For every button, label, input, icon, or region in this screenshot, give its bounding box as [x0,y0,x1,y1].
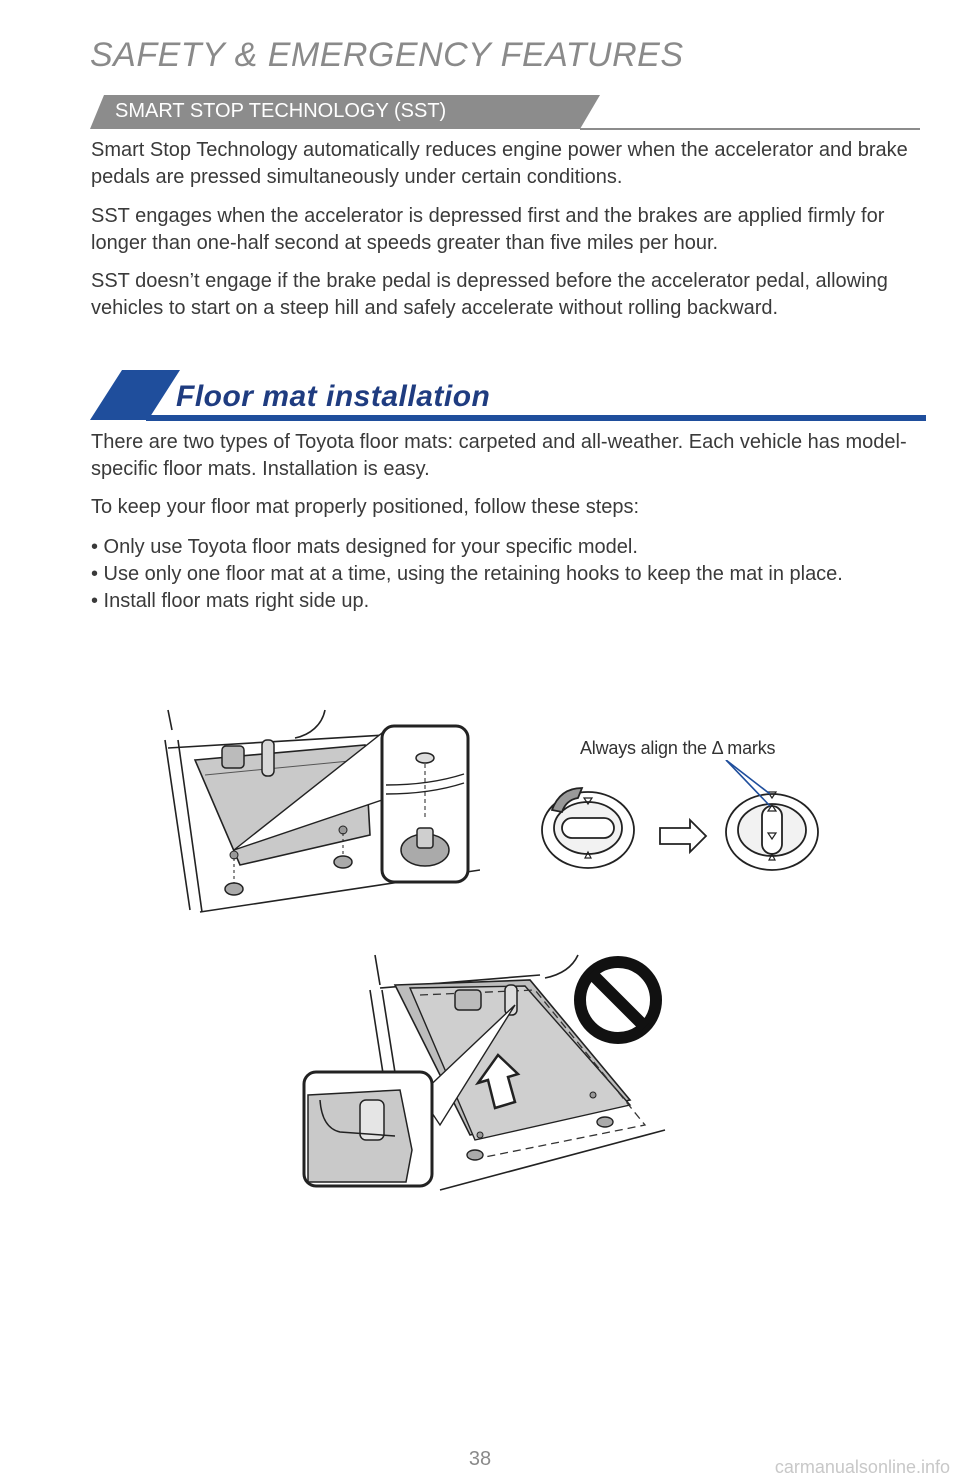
watermark: carmanualsonline.info [774,1457,950,1477]
align-marks-label: Always align the Δ marks [580,738,776,758]
floor-mat-section-banner [90,370,926,424]
sst-banner-label: SMART STOP TECHNOLOGY (SST) [115,100,447,122]
sst-section-banner [90,95,920,131]
sst-paragraph-1: Smart Stop Technology automatically reduces engine power when the accelerator and brake pedals are pressed simultaneously under certain conditions. [91,139,908,188]
page-number: 38 [468,1448,492,1470]
floor-mat-title: Floor mat installation [176,380,491,413]
sst-paragraph-2: SST engages when the accelerator is depressed first and the brakes are applied firmly for longer than one-half second at speeds greater than five miles per hour. [91,205,885,254]
align-marks-illustration [530,760,830,875]
floor-step-3: • Install floor mats right side up. [91,590,370,612]
floor-mat-hook-illustration [150,700,480,920]
incorrect-mat-illustration [300,950,670,1195]
page-title: SAFETY & EMERGENCY FEATURES [90,36,684,74]
floor-paragraph-2: To keep your floor mat properly positioned, follow these steps: [91,496,640,518]
floor-step-1: • Only use Toyota floor mats designed for your specific model. [91,536,638,558]
floor-step-2: • Use only one floor mat at a time, using the retaining hooks to keep the mat in place. [91,563,843,585]
sst-paragraph-3: SST doesn’t engage if the brake pedal is depressed before the accelerator pedal, allowing vehicles to start on a steep hill and safely accelerate without rolling backward. [91,270,888,319]
floor-mat-steps [91,534,911,615]
floor-paragraph-1: There are two types of Toyota floor mats: carpeted and all-weather. Each vehicle has model-specific floor mats. Installation is easy. [91,431,907,480]
